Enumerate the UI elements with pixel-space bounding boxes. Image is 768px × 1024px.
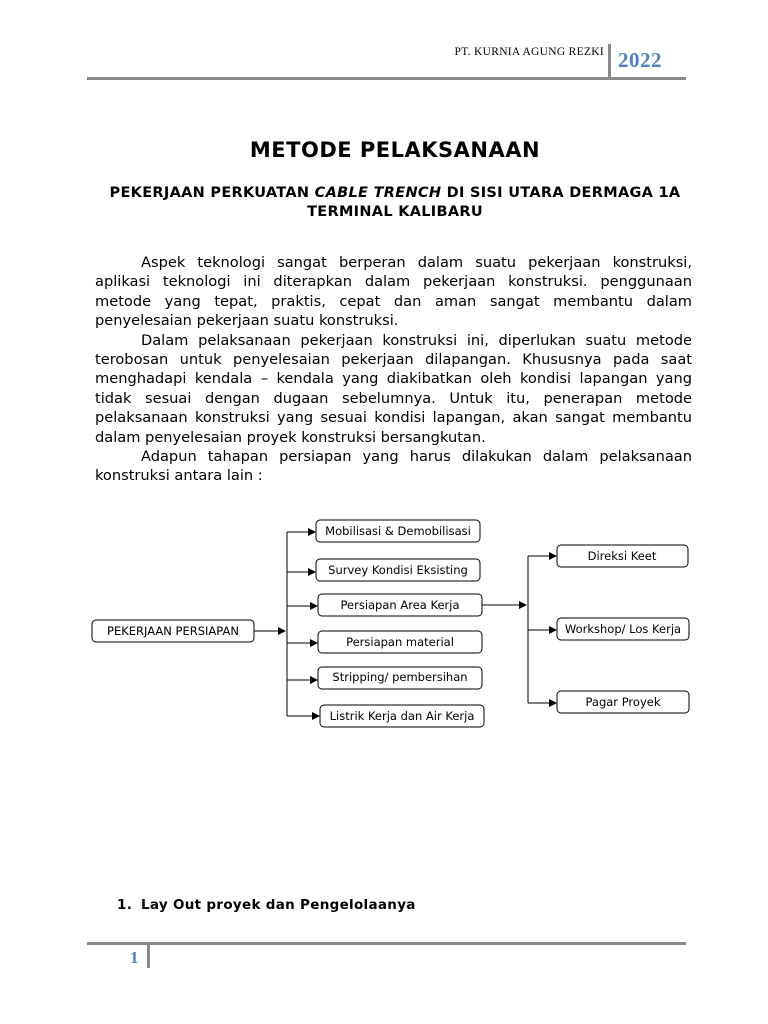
area-label-workshop: Workshop/ Los Kerja	[564, 622, 682, 636]
paragraph-1: Aspek teknologi sangat berperan dalam suatu pekerjaan konstruksi, aplikasi teknologi ini diterapkan dalam pekerjaan konstruksi. penggunaan metode yang tepat, praktis, cepat dan aman sangat membantu dalam penyelesaian pekerjaan suatu konstruksi.	[95, 254, 692, 330]
step-label-survey: Survey Kondisi Eksisting	[328, 563, 468, 577]
step-node-stripping	[318, 667, 482, 689]
company-name: PT. KURNIA AGUNG REZKI	[454, 46, 604, 58]
root-node-label: PEKERJAAN PERSIAPAN	[107, 624, 239, 638]
page-number: 1	[130, 948, 139, 967]
paragraph-2: Dalam pelaksanaan pekerjaan konstruksi ini, diperlukan suatu metode terobosan untuk penyelesaian pekerjaan dilapangan. Khususnya pada saat menghadapi kendala – kendala yang diakibatkan oleh kondisi lapangan yang tidak sesuai dengan dugaan sebelumnya. Untuk itu, penerapan metode pelaksanaan konstruksi yang sesuai kondisi lapangan, akan sangat membantu dalam penyelesaian proyek konstruksi bersangkutan.	[95, 331, 692, 446]
step-label-material: Persiapan material	[346, 635, 454, 649]
footer-rule	[87, 942, 686, 945]
area-node-direksi-keet	[557, 545, 688, 567]
step-node-survey	[316, 559, 480, 581]
subtitle-part-2: DI SISI UTARA DERMAGA 1A TERMINAL KALIBARU	[307, 185, 681, 220]
area-node-pagar-proyek	[557, 691, 689, 713]
step-node-listrik	[320, 705, 484, 727]
step-label-stripping: Stripping/ pembersihan	[332, 670, 468, 684]
step-node-material	[318, 631, 482, 653]
footer-divider	[147, 945, 150, 968]
step-node-mobilisasi	[316, 520, 480, 542]
step-label-listrik: Listrik Kerja dan Air Kerja	[329, 709, 475, 723]
subtitle-part-1: PEKERJAAN PERKUATAN	[109, 185, 315, 201]
step-label-area-kerja: Persiapan Area Kerja	[340, 598, 460, 612]
header-year: 2022	[618, 48, 662, 72]
document-subtitle	[100, 184, 690, 222]
body-text	[95, 253, 692, 486]
section-number: 1.	[117, 897, 133, 913]
area-label-pagar-proyek: Pagar Proyek	[585, 695, 661, 709]
area-node-workshop	[557, 618, 689, 640]
step-node-area-kerja	[318, 594, 482, 616]
step-label-mobilisasi: Mobilisasi & Demobilisasi	[325, 524, 471, 538]
section-heading	[117, 897, 416, 913]
subtitle-italic: CABLE TRENCH	[314, 185, 442, 201]
root-node	[92, 620, 254, 642]
paragraph-3: Adapun tahapan persiapan yang harus dilakukan dalam pelaksanaan konstruksi antara lain :	[95, 448, 692, 485]
document-title: METODE PELAKSANAAN	[249, 138, 541, 162]
header-divider	[608, 44, 611, 78]
preparation-flow-diagram	[0, 500, 768, 740]
header-rule	[87, 77, 686, 80]
area-label-direksi-keet: Direksi Keet	[587, 549, 657, 563]
section-title: Lay Out proyek dan Pengelolaanya	[141, 897, 416, 913]
